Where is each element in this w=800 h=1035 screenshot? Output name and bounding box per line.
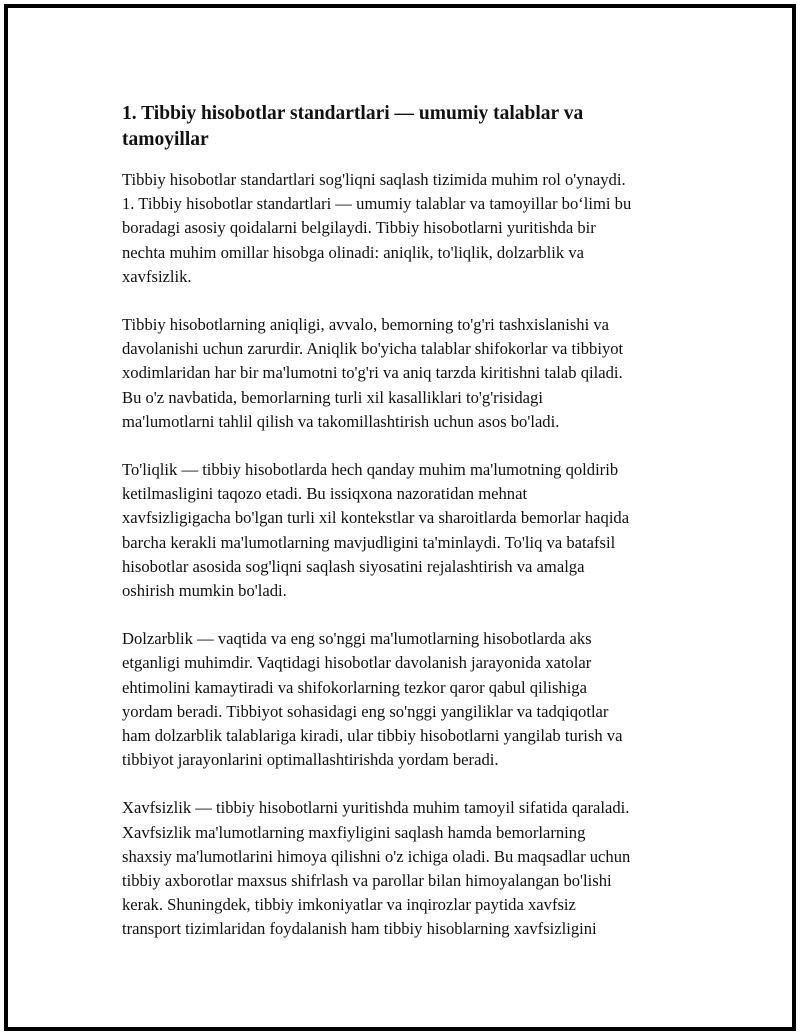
heading-line: 1. Tibbiy hisobotlar standartlari — umumiy talablar va [122,103,584,124]
text-line: nechta muhim omillar hisobga olinadi: aniqlik, to'liqlik, dolzarblik va [122,242,584,262]
text-line: xavfsizlik. [122,266,192,286]
page-frame [4,4,796,1031]
text-line: ehtimolini kamaytiradi va shifokorlarning tezkor qaror qabul qilishiga [122,677,587,697]
text-line: hisobotlar asosida sog'liqni saqlash siyosatini rejalashtirish va amalga [122,556,585,576]
text-line: xodimlaridan har bir ma'lumotni to'g'ri va aniq tarzda kiritishni talab qiladi. [122,363,623,383]
text-line: To'liqlik — tibbiy hisobotlarda hech qanday muhim ma'lumotning qoldirib [122,460,619,480]
text-line: ma'lumotlarni tahlil qilish va takomillashtirish uchun asos bo'ladi. [122,411,560,431]
text-line: ketilmasligini taqozo etadi. Bu issiqxona nazoratidan mehnat [122,484,528,504]
text-line: tibbiyot jarayonlarini optimallashtirishda yordam beradi. [122,750,499,770]
text-line: ham dolzarblik talablariga kiradi, ular tibbiy hisobotlarni yangilab turish va [122,726,623,746]
text-line: etganligi muhimdir. Vaqtidagi hisobotlar davolanish jarayonida xatolar [122,653,592,673]
text-line: Tibbiy hisobotlar standartlari sog'liqni saqlash tizimida muhim rol o'ynaydi. [122,170,626,189]
text-line: shaxsiy ma'lumotlarini himoya qilishni o'z ichiga oladi. Bu maqsadlar uchun [122,846,631,866]
text-line: tibbiy axborotlar maxsus shifrlash va parollar bilan himoyalangan bo'lishi [122,871,612,891]
text-line: davolanishi uchun zarurdir. Aniqlik bo'yicha talablar shifokorlar va tibbiyot [122,339,624,359]
text-line: kerak. Shuningdek, tibbiy imkoniyatlar va inqirozlar paytida xavfsiz [122,895,576,915]
text-line: Xavfsizlik ma'lumotlarning maxfiyligini saqlash hamda bemorlarning [122,822,586,842]
text-line: 1. Tibbiy hisobotlar standartlari — umumiy talablar va tamoyillar bo‘limi bu [122,194,632,214]
text-line: oshirish mumkin bo'ladi. [122,581,287,601]
section-heading [122,101,694,153]
text-line: Dolzarblik — vaqtida va eng so'nggi ma'lumotlarning hisobotlarda aks [122,629,592,649]
paragraph-relevance [122,627,694,772]
document-body [122,101,694,966]
text-line: transport tizimlaridan foydalanish ham tibbiy hisoblarning xavfsizligini [122,919,597,939]
text-line: Xavfsizlik — tibbiy hisobotlarni yuritishda muhim tamoyil sifatida qaraladi. [122,798,630,818]
paragraph-accuracy [122,313,694,434]
text-line: xavfsizligigacha bo'lgan turli xil kontekstlar va sharoitlarda bemorlar haqida [122,508,630,528]
paragraph-intro [122,168,694,289]
text-line: barcha kerakli ma'lumotlarning mavjudligini ta'minlaydi. To'liq va batafsil [122,532,616,552]
paragraph-security [122,796,694,941]
text-line: Tibbiy hisobotlarning aniqligi, avvalo, bemorning to'g'ri tashxislanishi va [122,315,610,335]
text-line: Bu o'z navbatida, bemorlarning turli xil kasalliklari to'g'risidagi [122,387,543,407]
text-line: boradagi asosiy qoidalarni belgilaydi. Tibbiy hisobotlarni yuritishda bir [122,218,596,238]
paragraph-completeness [122,458,694,603]
text-line: yordam beradi. Tibbiyot sohasidagi eng so'nggi yangiliklar va tadqiqotlar [122,701,609,721]
heading-line: tamoyillar [122,129,209,150]
